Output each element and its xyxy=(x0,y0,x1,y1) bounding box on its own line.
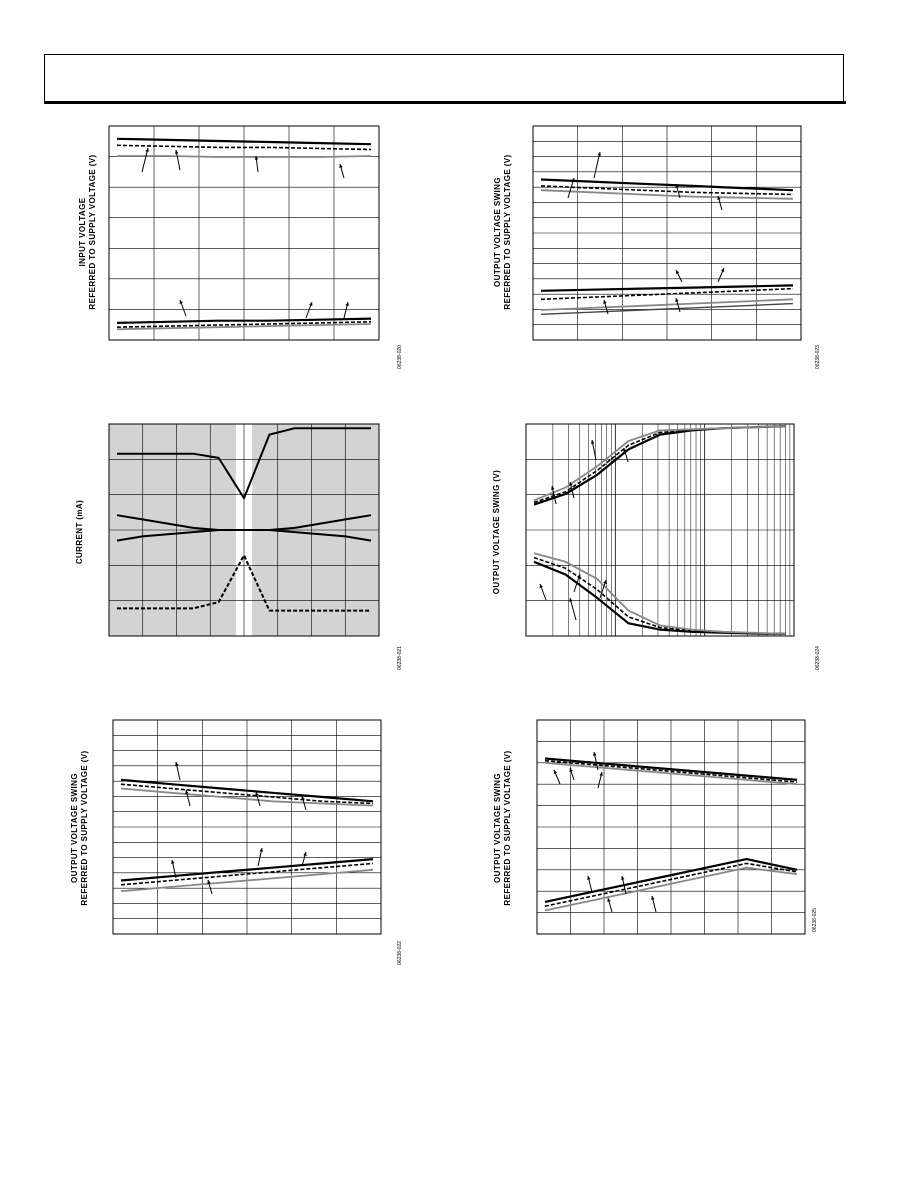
annotation-arrow xyxy=(569,598,576,620)
figure-1 xyxy=(109,126,379,340)
annotation-arrow xyxy=(344,302,349,318)
fig4-number: 06238-024 xyxy=(815,646,821,670)
annotation-arrow xyxy=(551,486,556,504)
fig1-ylabel: INPUT VOLTAGE REFERRED TO SUPPLY VOLTAGE (V) xyxy=(78,154,97,310)
fig3-number: 06238-021 xyxy=(397,646,403,670)
figure-3 xyxy=(109,424,379,636)
series-line-1 xyxy=(534,426,786,505)
annotation-arrow xyxy=(255,792,260,806)
annotation-arrow xyxy=(175,150,180,170)
annotation-arrow xyxy=(718,268,724,282)
annotation-arrow xyxy=(607,898,612,912)
fig2-ylabel: OUTPUT VOLTAGE SWING REFERRED TO SUPPLY VOLTAGE (V) xyxy=(493,154,512,310)
figure-2 xyxy=(533,126,801,340)
figure-6 xyxy=(537,720,805,934)
annotation-arrow xyxy=(339,164,344,178)
annotation-arrow xyxy=(554,770,560,784)
series-line-3 xyxy=(117,156,371,157)
fig5-number: 06238-022 xyxy=(397,941,403,965)
fig6-number: 06238-025 xyxy=(812,908,818,932)
annotation-arrow xyxy=(258,848,263,866)
annotation-arrow xyxy=(676,270,682,282)
annotation-arrow xyxy=(306,302,312,318)
annotation-arrow xyxy=(180,300,186,316)
annotation-arrow xyxy=(207,880,212,894)
annotation-arrow xyxy=(569,768,574,780)
fig6-ylabel: OUTPUT VOLTAGE SWING REFERRED TO SUPPLY VOLTAGE (V) xyxy=(493,750,512,906)
figure-4 xyxy=(526,424,794,636)
annotation-arrow xyxy=(594,152,601,178)
annotation-arrow xyxy=(598,772,603,788)
annotation-arrow xyxy=(142,148,149,172)
annotation-arrow xyxy=(587,876,592,892)
annotation-arrow xyxy=(185,790,190,806)
fig1-number: 06238-020 xyxy=(397,345,403,369)
figure-5 xyxy=(113,720,381,934)
series-line-5 xyxy=(534,558,786,634)
annotation-arrow xyxy=(540,584,546,600)
fig3-ylabel: CURRENT (mA) xyxy=(75,499,84,565)
annotation-arrow xyxy=(175,762,180,780)
series-line-4 xyxy=(534,562,786,634)
fig5-ylabel: OUTPUT VOLTAGE SWING REFERRED TO SUPPLY VOLTAGE (V) xyxy=(70,750,89,906)
fig2-number: 06238-023 xyxy=(815,345,821,369)
fig4-ylabel: OUTPUT VOLTAGE SWING (V) xyxy=(492,469,501,595)
annotation-arrow xyxy=(255,156,258,172)
annotation-arrow xyxy=(651,896,656,912)
annotation-arrow xyxy=(591,440,596,460)
